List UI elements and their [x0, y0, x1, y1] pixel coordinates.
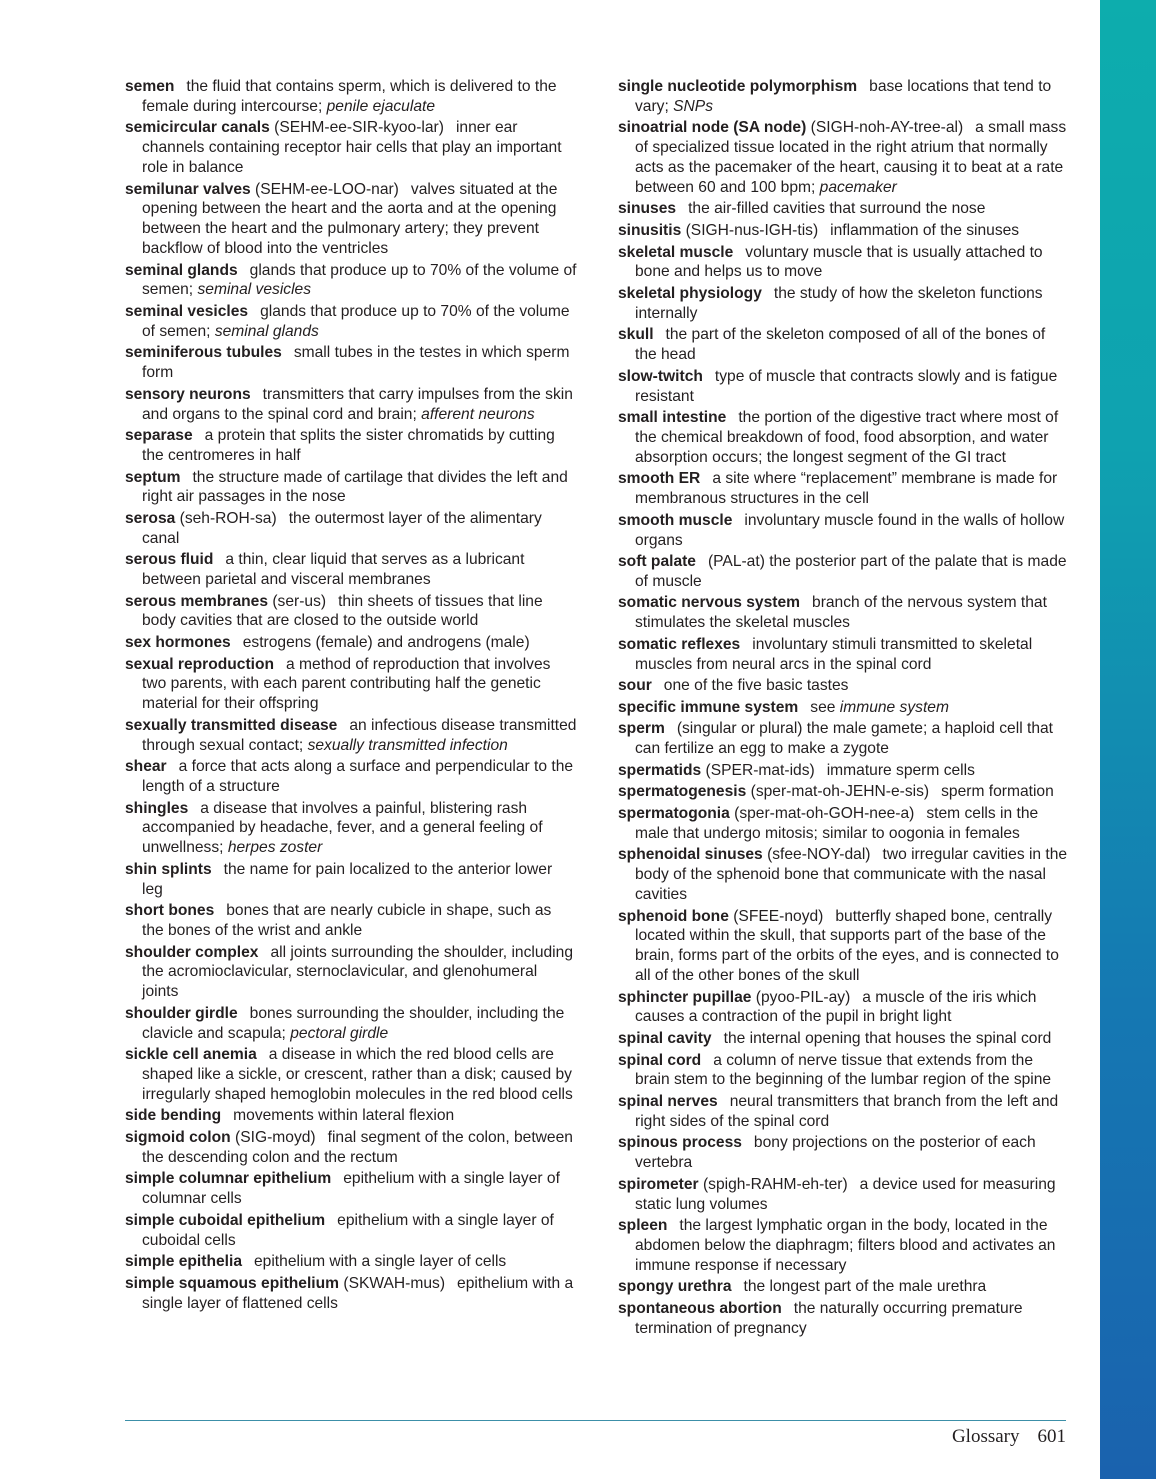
glossary-term: spinous process [618, 1134, 742, 1152]
glossary-entry [125, 1045, 577, 1104]
glossary-term: spermatogonia [618, 805, 730, 823]
glossary-entry [618, 845, 1070, 904]
glossary-entry [618, 804, 1070, 844]
glossary-definition: epithelium with a single layer of cuboidal cells [142, 1211, 554, 1249]
glossary-term: sex hormones [125, 634, 231, 652]
glossary-definition: epithelium with a single layer of columnar cells [142, 1170, 560, 1208]
glossary-pronunciation: (pyoo-PIL-ay) [755, 988, 851, 1006]
glossary-term: shin splints [125, 860, 212, 878]
glossary-entry [618, 221, 1070, 241]
glossary-definition: the portion of the digestive tract where most of the chemical breakdown of food, food absorption, and water absorption occurs; the longest segment of the GI tract [635, 409, 1059, 466]
glossary-entry [618, 118, 1070, 197]
glossary-entry [618, 593, 1070, 633]
glossary-definition: see [810, 698, 840, 716]
glossary-definition: (singular or plural) the male gamete; a haploid cell that can fertilize an egg to make a zygote [635, 720, 1053, 758]
glossary-definition: epithelium with a single layer of flattened cells [142, 1274, 574, 1312]
page-number: 601 [1037, 1426, 1066, 1447]
glossary-pronunciation: (SIG-moyd) [235, 1128, 316, 1146]
glossary-term: skull [618, 326, 654, 344]
glossary-term: sensory neurons [125, 385, 251, 403]
glossary-term: spermatogenesis [618, 783, 747, 801]
glossary-term: short bones [125, 902, 215, 920]
glossary-entry [618, 325, 1070, 365]
side-color-band [1100, 0, 1156, 1479]
glossary-synonym: pacemaker [819, 178, 897, 196]
glossary-definition: a disease that involves a painful, blistering rash accompanied by headache, fever, and a general feeling of unwellness; [142, 799, 543, 857]
glossary-entry [618, 676, 1070, 696]
glossary-column-right [618, 77, 1070, 1340]
glossary-definition: base locations that tend to vary; [635, 78, 1052, 115]
glossary-definition: glands that produce up to 70% of the volume of semen; [142, 302, 570, 340]
glossary-entry [618, 199, 1070, 219]
glossary-entry [618, 698, 1070, 718]
glossary-pronunciation: (spigh-RAHM-eh-ter) [702, 1175, 848, 1193]
glossary-term: semen [125, 78, 175, 95]
glossary-term: seminal vesicles [125, 302, 249, 320]
glossary-entry [125, 1252, 577, 1272]
glossary-definition: a muscle of the iris which causes a contraction of the pupil in bright light [635, 988, 1037, 1026]
glossary-definition: sperm formation [941, 783, 1054, 801]
glossary-term: small intestine [618, 409, 727, 427]
glossary-definition: immature sperm cells [826, 761, 975, 779]
glossary-entry [125, 509, 577, 549]
glossary-entry [618, 782, 1070, 802]
glossary-term: seminal glands [125, 261, 238, 279]
page-footer [952, 1426, 1066, 1448]
glossary-synonym: SNPs [673, 97, 713, 115]
glossary-definition: a thin, clear liquid that serves as a lubricant between parietal and visceral membranes [142, 551, 525, 589]
glossary-term: spontaneous abortion [618, 1299, 782, 1317]
glossary-term: spermatids [618, 761, 702, 779]
glossary-entry [618, 907, 1070, 986]
glossary-definition: bony projections on the posterior of each vertebra [635, 1134, 1036, 1172]
glossary-entry [125, 118, 577, 177]
glossary-pronunciation: (SKWAH-mus) [343, 1274, 446, 1292]
glossary-entry [618, 1051, 1070, 1091]
glossary-term: simple columnar epithelium [125, 1170, 332, 1188]
glossary-term: simple epithelia [125, 1253, 242, 1271]
glossary-entry [125, 633, 577, 653]
glossary-entry [618, 1277, 1070, 1297]
glossary-synonym: herpes zoster [227, 839, 323, 857]
glossary-entry [125, 1004, 577, 1044]
glossary-entry [618, 367, 1070, 407]
glossary-definition: a small mass of specialized tissue located in the right atrium that normally acts as the pacemaker of the heart, causing it to beat at a rate between 60 and 100 bpm; [635, 119, 1067, 196]
glossary-entry [125, 261, 577, 301]
glossary-entry [125, 426, 577, 466]
glossary-entry [125, 1211, 577, 1251]
glossary-pronunciation: (SEHM-ee-SIR-kyoo-lar) [274, 119, 444, 137]
glossary-term: somatic reflexes [618, 635, 741, 653]
glossary-entry [125, 180, 577, 259]
glossary-definition: all joints surrounding the shoulder, including the acromioclavicular, sternoclavicular, and glenohumeral joints [142, 943, 573, 1001]
glossary-entry [125, 385, 577, 425]
glossary-definition: a device used for measuring static lung volumes [635, 1175, 1056, 1213]
glossary-entry [125, 468, 577, 508]
glossary-term: semicircular canals [125, 119, 270, 137]
glossary-definition: one of the five basic tastes [663, 677, 849, 695]
glossary-pronunciation: (SFEE-noyd) [733, 907, 824, 925]
glossary-entry [618, 1092, 1070, 1132]
glossary-pronunciation: (SIGH-noh-AY-tree-al) [810, 119, 964, 137]
glossary-definition: branch of the nervous system that stimulates the skeletal muscles [635, 594, 1047, 632]
glossary-term: septum [125, 468, 181, 486]
glossary-term: sphenoid bone [618, 907, 729, 925]
glossary-entry [125, 1106, 577, 1126]
glossary-entry [618, 1299, 1070, 1339]
glossary-definition: two irregular cavities in the body of the sphenoid bone that communicate with the nasal cavities [635, 846, 1068, 904]
glossary-entry [125, 77, 577, 117]
glossary-entry [618, 1175, 1070, 1215]
glossary-term: sinoatrial node (SA node) [618, 119, 807, 137]
glossary-entry [618, 511, 1070, 551]
glossary-definition: neural transmitters that branch from the left and right sides of the spinal cord [635, 1092, 1059, 1130]
glossary-definition: the largest lymphatic organ in the body, located in the abdomen below the diaphragm; filters blood and activates an immune response if necessary [635, 1217, 1056, 1274]
glossary-definition: inflammation of the sinuses [830, 221, 1020, 239]
glossary-term: somatic nervous system [618, 594, 801, 612]
glossary-term: spirometer [618, 1175, 699, 1193]
glossary-definition: final segment of the colon, between the descending colon and the rectum [142, 1128, 573, 1166]
glossary-definition: the fluid that contains sperm, which is delivered to the female during intercourse; [142, 78, 557, 115]
glossary-definition: a method of reproduction that involves two parents, with each parent contributing half the genetic material for their offspring [142, 655, 551, 713]
glossary-synonym: penile ejaculate [326, 97, 435, 115]
glossary-term: serous fluid [125, 551, 214, 569]
glossary-definition: the naturally occurring premature termination of pregnancy [635, 1299, 1023, 1337]
glossary-entry [125, 757, 577, 797]
glossary-synonym: sexually transmitted infection [307, 736, 508, 754]
glossary-term: specific immune system [618, 698, 799, 716]
glossary-definition: bones that are nearly cubicle in shape, such as the bones of the wrist and ankle [142, 902, 552, 940]
glossary-entry [125, 943, 577, 1002]
glossary-pronunciation: (sper-mat-oh-GOH-nee-a) [734, 805, 915, 823]
glossary-entry [618, 243, 1070, 283]
glossary-definition: the name for pain localized to the anterior lower leg [142, 860, 553, 898]
glossary-term: serosa [125, 509, 176, 527]
glossary-entry [125, 799, 577, 858]
glossary-entry [125, 1274, 577, 1314]
glossary-term: simple squamous epithelium [125, 1274, 340, 1292]
glossary-definition: butterfly shaped bone, centrally located within the skull, that supports part of the base of the brain, forms part of the orbits of the eyes, and is connected to all of the other bones of the skull [635, 907, 1059, 984]
glossary-definition: the internal opening that houses the spinal cord [723, 1029, 1052, 1047]
glossary-definition: type of muscle that contracts slowly and is fatigue resistant [635, 367, 1058, 405]
glossary-term: sexual reproduction [125, 655, 275, 673]
glossary-term: sour [618, 677, 652, 695]
glossary-entry [125, 302, 577, 342]
glossary-term: shoulder complex [125, 943, 259, 961]
glossary-entry [125, 716, 577, 756]
glossary-term: sphenoidal sinuses [618, 846, 763, 864]
glossary-definition: epithelium with a single layer of cells [254, 1253, 507, 1271]
glossary-term: spinal nerves [618, 1092, 718, 1110]
glossary-definition: an infectious disease transmitted through sexual contact; [142, 716, 577, 754]
glossary-entry [618, 284, 1070, 324]
glossary-entry [125, 901, 577, 941]
glossary-definition: glands that produce up to 70% of the volume of semen; [142, 261, 577, 299]
glossary-entry [125, 860, 577, 900]
glossary-definition: a column of nerve tissue that extends from the brain stem to the beginning of the lumbar region of the spine [635, 1051, 1052, 1089]
glossary-term: shoulder girdle [125, 1004, 238, 1022]
glossary-term: smooth muscle [618, 511, 733, 529]
glossary-pronunciation: (sper-mat-oh-JEHN-e-sis) [750, 783, 930, 801]
glossary-definition: bones surrounding the shoulder, including the clavicle and scapula; [142, 1004, 565, 1042]
glossary-term: sinuses [618, 200, 677, 218]
glossary-term: spinal cavity [618, 1029, 712, 1047]
footer-rule [125, 1420, 1066, 1421]
glossary-definition: the outermost layer of the alimentary canal [142, 509, 542, 547]
glossary-term: spongy urethra [618, 1278, 732, 1296]
glossary-definition: voluntary muscle that is usually attached to bone and helps us to move [635, 243, 1043, 281]
glossary-pronunciation: (SPER-mat-ids) [705, 761, 815, 779]
glossary-definition: inner ear channels containing receptor hair cells that play an important role in balance [142, 119, 562, 176]
glossary-entry [125, 655, 577, 714]
glossary-synonym: seminal glands [214, 322, 319, 340]
glossary-entry [618, 1029, 1070, 1049]
glossary-synonym: immune system [839, 698, 949, 716]
glossary-entry [618, 719, 1070, 759]
glossary-term: separase [125, 427, 193, 445]
glossary-definition: the longest part of the male urethra [743, 1278, 987, 1296]
glossary-definition: a disease in which the red blood cells are shaped like a sickle, or crescent, rather than a disk; caused by irregularly shaped hemoglobin molecules in the red blood cells [142, 1046, 573, 1103]
glossary-entry [618, 552, 1070, 592]
glossary-definition: thin sheets of tissues that line body cavities that are closed to the outside world [142, 592, 543, 630]
glossary-term: smooth ER [618, 470, 701, 488]
glossary-term: seminiferous tubules [125, 344, 282, 362]
glossary-entry [618, 77, 1070, 117]
glossary-term: shear [125, 758, 167, 776]
glossary-pronunciation: (SIGH-nus-IGH-tis) [685, 221, 819, 239]
glossary-definition: involuntary muscle found in the walls of hollow organs [635, 511, 1065, 549]
glossary-term: sigmoid colon [125, 1128, 231, 1146]
glossary-entry [125, 1128, 577, 1168]
glossary-synonym: pectoral girdle [290, 1024, 389, 1042]
glossary-pronunciation: (sfee-NOY-dal) [767, 846, 871, 864]
glossary-term: sexually transmitted disease [125, 716, 338, 734]
glossary-definition: a site where “replacement” membrane is made for membranous structures in the cell [635, 470, 1058, 508]
glossary-definition: estrogens (female) and androgens (male) [242, 634, 530, 652]
glossary-entry [618, 761, 1070, 781]
glossary-term: simple cuboidal epithelium [125, 1211, 326, 1229]
glossary-definition: transmitters that carry impulses from the skin and organs to the spinal cord and brain; [142, 385, 573, 423]
glossary-term: slow-twitch [618, 367, 703, 385]
glossary-definition: valves situated at the opening between the heart and the aorta and at the opening between the heart and the pulmonary artery; they prevent backflow of blood into the ventricles [142, 180, 558, 257]
glossary-definition: movements within lateral flexion [233, 1107, 455, 1125]
glossary-entry [125, 1169, 577, 1209]
glossary-definition: a force that acts along a surface and perpendicular to the length of a structure [142, 758, 574, 796]
glossary-entry [618, 988, 1070, 1028]
glossary-definition: involuntary stimuli transmitted to skeletal muscles from neural arcs in the spinal cord [635, 635, 1033, 673]
glossary-term: spinal cord [618, 1051, 702, 1069]
glossary-definition: stem cells in the male that undergo mitosis; similar to oogonia in females [635, 805, 1039, 842]
glossary-definition: (PAL-at) the posterior part of the palate that is made of muscle [635, 553, 1067, 590]
glossary-term: semilunar valves [125, 180, 251, 198]
glossary-term: sinusitis [618, 221, 682, 239]
footer-section-title: Glossary [951, 1426, 1020, 1447]
glossary-definition: the study of how the skeleton functions internally [635, 284, 1043, 322]
glossary-term: sperm [618, 720, 665, 738]
glossary-term: single nucleotide polymorphism [618, 78, 858, 95]
glossary-definition: the air-filled cavities that surround the nose [688, 200, 986, 218]
glossary-definition: the structure made of cartilage that divides the left and right air passages in the nose [142, 468, 568, 506]
glossary-term: skeletal muscle [618, 243, 734, 261]
glossary-term: soft palate [618, 553, 696, 571]
glossary-term: sphincter pupillae [618, 988, 752, 1006]
glossary-entry [125, 550, 577, 590]
glossary-term: sickle cell anemia [125, 1046, 257, 1064]
glossary-entry [618, 635, 1070, 675]
glossary-definition: small tubes in the testes in which sperm form [142, 344, 570, 382]
glossary-entry [618, 1133, 1070, 1173]
glossary-term: skeletal physiology [618, 284, 762, 302]
glossary-synonym: seminal vesicles [197, 281, 312, 299]
glossary-entry [125, 592, 577, 632]
glossary-pronunciation: (SEHM-ee-LOO-nar) [255, 180, 399, 198]
glossary-column-left [125, 77, 577, 1315]
glossary-definition: a protein that splits the sister chromatids by cutting the centromeres in half [142, 427, 555, 464]
glossary-entry [618, 408, 1070, 467]
glossary-definition: the part of the skeleton composed of all of the bones of the head [635, 326, 1046, 364]
glossary-pronunciation: (seh-ROH-sa) [179, 509, 277, 527]
glossary-synonym: afferent neurons [421, 405, 535, 423]
glossary-pronunciation: (ser-us) [272, 592, 327, 610]
glossary-entry [618, 1216, 1070, 1275]
glossary-entry [125, 343, 577, 383]
glossary-entry [618, 469, 1070, 509]
glossary-term: serous membranes [125, 592, 269, 610]
glossary-term: shingles [125, 799, 189, 817]
glossary-term: side bending [125, 1107, 222, 1125]
glossary-term: spleen [618, 1217, 668, 1235]
